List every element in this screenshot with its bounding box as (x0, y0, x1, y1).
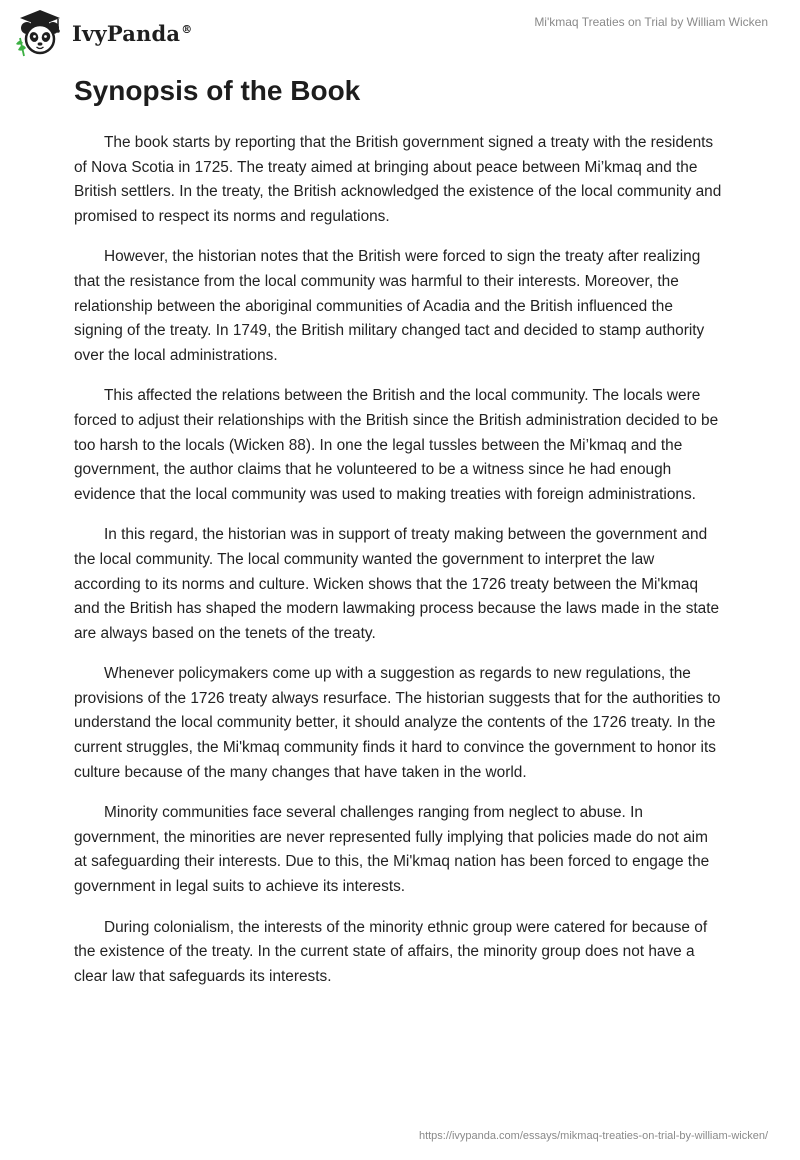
panda-logo-icon (14, 8, 68, 58)
page-header (0, 0, 800, 70)
paragraph: This affected the relations between the British and the local community. The locals were forced to adjust their relationships with the British since the British administration decided to be too harsh to the locals (Wicken 88). In one the legal tussles between the Mi’kmaq and the government, the author claims that he volunteered to be a witness since he had enough evidence that the local community was used to making treaties with foreign administrations. (74, 387, 719, 503)
paragraph: The book starts by reporting that the British government signed a treaty with the residents of Nova Scotia in 1725. The treaty aimed at bringing about peace between Mi’kmaq and the British settlers. In the treaty, the British acknowledged the existence of the local community and promised to respect its norms and regulations. (74, 134, 722, 225)
page-title: Synopsis of the Book (74, 75, 361, 106)
registered-mark: ® (181, 22, 193, 36)
paragraph: Minority communities face several challenges ranging from neglect to abuse. In government, the minorities are never represented fully implying that policies made do not aim at safeguarding their interests. Due to this, the Mi'kmaq nation has been forced to engage the government in legal suits to achieve its interests. (74, 804, 710, 896)
paragraph: Whenever policymakers come up with a suggestion as regards to new regulations, the provisions of the 1726 treaty always resurface. The historian suggests that for the authorities to understand the local community better, it should analyze the contents of the 1726 treaty. In the current struggles, the Mi'kmaq community finds it hard to convince the government to honor its culture because of the many changes that have taken in the world. (74, 665, 721, 781)
paragraph: During colonialism, the interests of the minority ethnic group were catered for because of the existence of the treaty. In the current state of affairs, the minority group does not have a clear law that safeguards its interests. (74, 918, 708, 985)
brand-logo[interactable] (14, 8, 192, 58)
brand-name-text: IvyPanda (72, 20, 181, 46)
brand-name (72, 21, 192, 46)
article-content (74, 73, 722, 1005)
document-title: Mi'kmaq Treaties on Trial by William Wicken (534, 15, 768, 29)
paragraph: In this regard, the historian was in support of treaty making between the government and the local community. The local community wanted the government to interpret the law according to its norms and culture. Wicken shows that the 1726 treaty between the Mi'kmaq and the British has shaped the modern lawmaking process because the laws made in the state are always based on the tenets of the treaty. (74, 526, 720, 642)
source-url[interactable]: https://ivypanda.com/essays/mikmaq-treaties-on-trial-by-william-wicken/ (418, 1130, 768, 1142)
paragraph: However, the historian notes that the British were forced to sign the treaty after realizing that the resistance from the local community was harmful to their interests. Moreover, the relationship between the aboriginal communities of Acadia and the British influenced the signing of the treaty. In 1749, the British military changed tact and decided to stamp authority over the local administrations. (74, 248, 705, 364)
